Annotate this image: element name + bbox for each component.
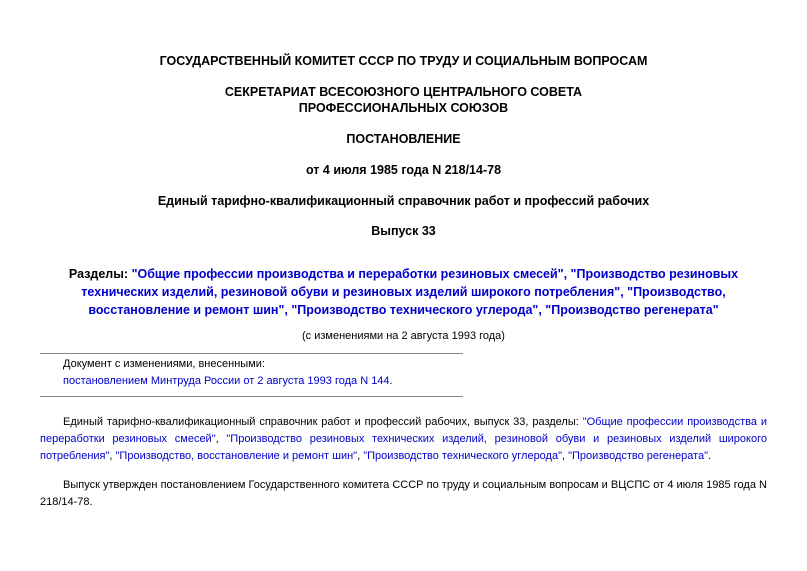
date-and-number: от 4 июля 1985 года N 218/14-78 bbox=[305, 163, 502, 177]
divider-top bbox=[40, 353, 463, 354]
sections-label: Разделы: bbox=[68, 267, 132, 281]
section-link-1[interactable]: "Общие профессии производства и переработки резиновых смесей" bbox=[40, 416, 767, 445]
document-title: Единый тарифно-квалификационный справочник работ и профессий рабочих bbox=[157, 194, 650, 208]
issuer-line-2: СЕКРЕТАРИАТ ВСЕСОЮЗНОГО ЦЕНТРАЛЬНОГО СОВЕТА bbox=[224, 85, 583, 99]
section-link-5[interactable]: "Производство регенерата" bbox=[568, 450, 709, 462]
section-link-2[interactable]: "Производство резиновых технических изделий, резиновой обуви и резиновых изделий широкого потребления" bbox=[40, 433, 767, 462]
section-link-4[interactable]: "Производство технического углерода" bbox=[363, 450, 562, 462]
body-paragraph-1 bbox=[40, 414, 767, 465]
p1-separator: , bbox=[109, 450, 116, 462]
p1-separator: , bbox=[357, 450, 364, 462]
document-type: ПОСТАНОВЛЕНИЕ bbox=[346, 132, 461, 146]
issuer-line-1: ГОСУДАРСТВЕННЫЙ КОМИТЕТ СССР ПО ТРУДУ И СОЦИАЛЬНЫМ ВОПРОСАМ bbox=[159, 54, 648, 68]
changes-line bbox=[63, 374, 393, 388]
issuer-line-3: ПРОФЕССИОНАЛЬНЫХ СОЮЗОВ bbox=[298, 101, 509, 115]
divider-bottom bbox=[40, 396, 463, 397]
issue-number: Выпуск 33 bbox=[371, 224, 436, 238]
amendment-link[interactable]: постановлением Минтруда России от 2 августа 1993 года N 144 bbox=[63, 375, 390, 387]
p1-separator: , bbox=[215, 433, 227, 445]
changes-intro: Документ с изменениями, внесенными: bbox=[63, 358, 265, 370]
p1-text: Единый тарифно-квалификационный справочник работ и профессий рабочих, выпуск 33, разделы: bbox=[63, 416, 583, 428]
p1-end: . bbox=[708, 450, 712, 462]
section-link-3[interactable]: "Производство, восстановление и ремонт шин" bbox=[115, 450, 358, 462]
p1-separator: , bbox=[562, 450, 569, 462]
sections-heading bbox=[40, 265, 767, 319]
body-paragraph-2: Выпуск утвержден постановлением Государственного комитета СССР по труду и социальным вопросам и ВЦСПС от 4 июля 1985 года N 218/14-78. bbox=[40, 479, 767, 508]
changes-suffix: . bbox=[389, 375, 393, 387]
sections-list: "Общие профессии производства и переработки резиновых смесей", "Производство резиновых технических изделий, резиновой обуви и резиновых изделий широкого потребления", "Производство, восстановление и ремонт шин", "Производство технического углерода", "Производство регенерата" bbox=[81, 267, 739, 317]
amendment-note: (с изменениями на 2 августа 1993 года) bbox=[302, 330, 505, 342]
